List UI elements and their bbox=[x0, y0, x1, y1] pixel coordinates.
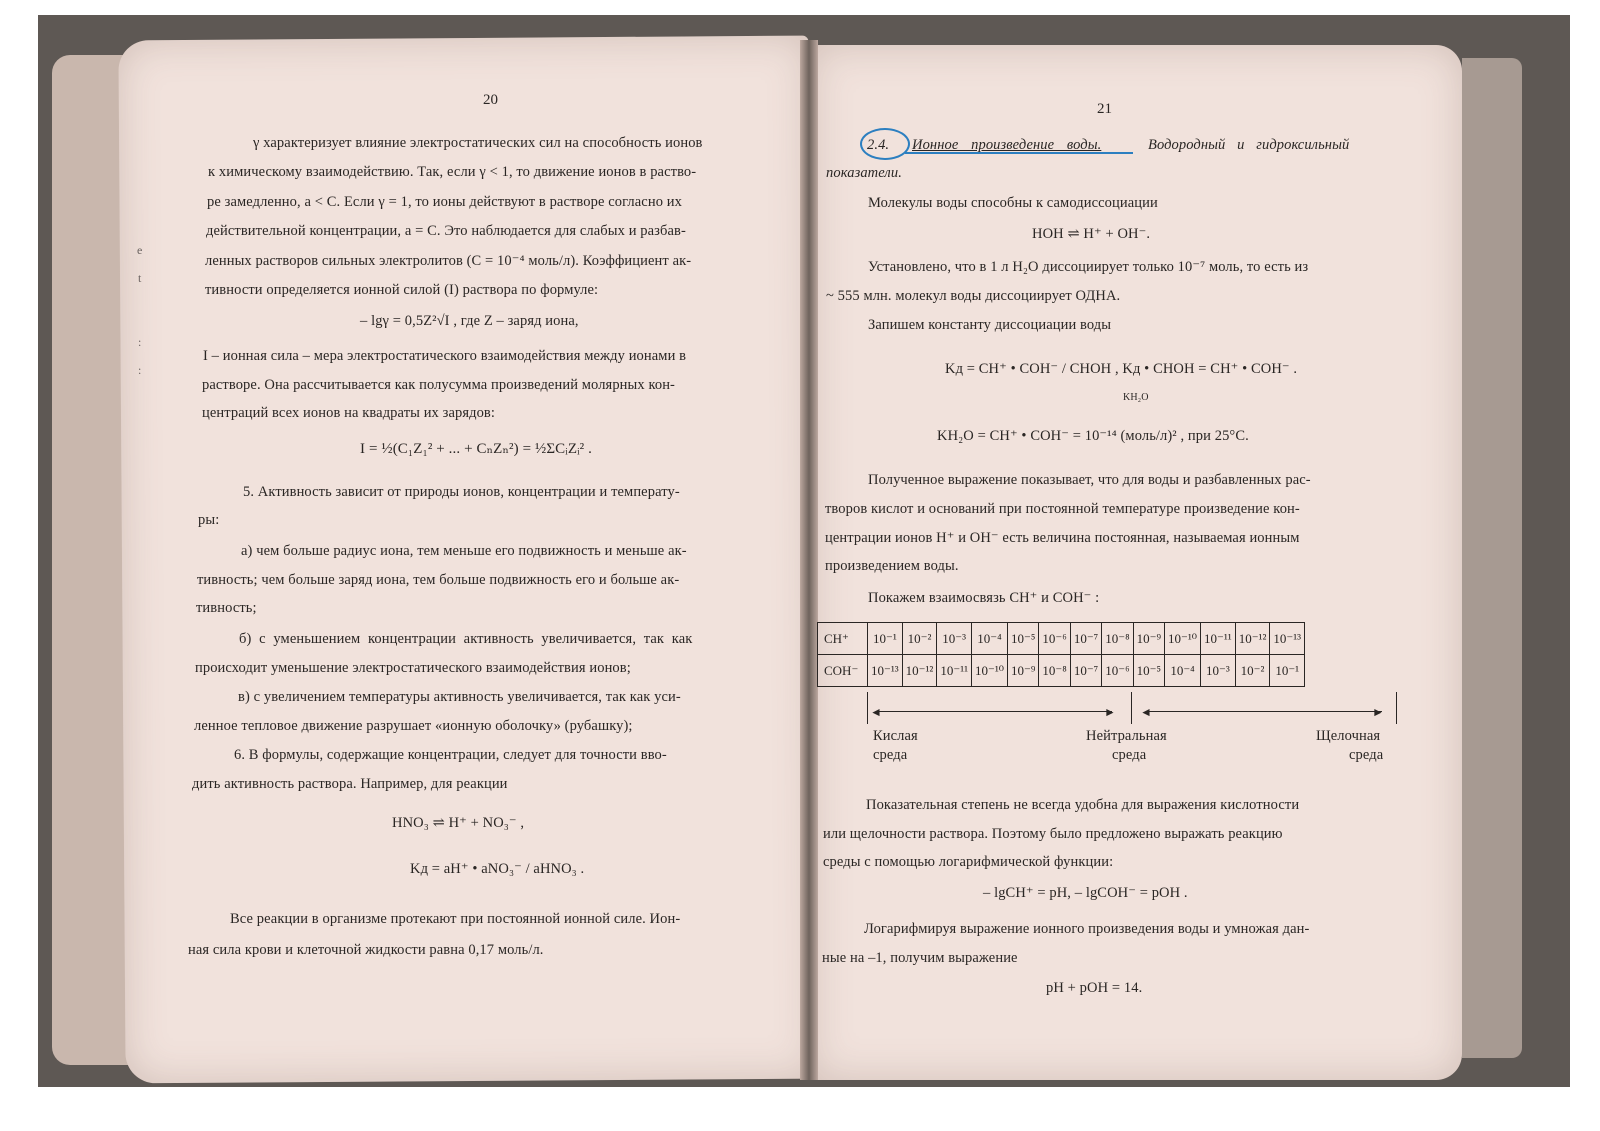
table-cell: 10⁻⁵ bbox=[1133, 655, 1164, 687]
formula-water-constant: Kд = CH⁺ • COH⁻ / CHOH , Kд • CHOH = CH⁺ • COH⁻ . bbox=[945, 361, 1298, 377]
table-cell: 10⁻⁷ bbox=[1070, 623, 1101, 655]
text-line: произведением воды. bbox=[825, 558, 959, 574]
table-cell: 10⁻⁶ bbox=[1102, 655, 1133, 687]
table-cell: 10⁻¹² bbox=[902, 655, 937, 687]
table-cell: 10⁻¹² bbox=[1235, 623, 1270, 655]
section-number: 2.4. bbox=[867, 137, 890, 153]
table-cell: 10⁻⁵ bbox=[1008, 623, 1039, 655]
text-line: происходит уменьшение электростатического взаимодействия ионов; bbox=[195, 660, 631, 676]
margin-mark: е bbox=[137, 243, 143, 257]
table-cell: 10⁻⁷ bbox=[1070, 655, 1101, 687]
text-line: ленное тепловое движение разрушает «ионную оболочку» (рубашку); bbox=[194, 718, 633, 734]
scale-right-tick bbox=[1396, 692, 1397, 724]
text-line: Показательная степень не всегда удобна для выражения кислотности bbox=[866, 797, 1300, 813]
table-row bbox=[818, 623, 1305, 655]
alkaline-arrow bbox=[1146, 711, 1382, 712]
text-line: 6. В формулы, содержащие концентрации, следует для точности вво- bbox=[234, 747, 667, 763]
table-cell: 10⁻⁴ bbox=[1165, 655, 1201, 687]
arrow-head-right-icon: ► bbox=[1104, 705, 1116, 719]
text-line: ре замедленно, а < С. Если γ = 1, то ионы действуют в растворе согласно их bbox=[207, 194, 682, 210]
text-line: Молекулы воды способны к самодиссоциации bbox=[868, 195, 1158, 211]
table-cell: 10⁻⁸ bbox=[1102, 623, 1133, 655]
table-cell: 10⁻¹¹ bbox=[937, 655, 972, 687]
arrow-head-right-icon: ► bbox=[1372, 705, 1384, 719]
formula-underbrace-label: KH₂O bbox=[1123, 392, 1149, 403]
text-line: ная сила крови и клеточной жидкости равна 0,17 моль/л. bbox=[188, 942, 544, 958]
text-line: б) с уменьшением концентрации активность увеличивается, так как bbox=[239, 631, 693, 647]
table-cell: 10⁻⁶ bbox=[1039, 623, 1070, 655]
formula-ionic-product: KH₂O = CH⁺ • COH⁻ = 10⁻¹⁴ (моль/л)² , при 25°С. bbox=[937, 428, 1249, 444]
margin-mark: : bbox=[138, 335, 142, 349]
text-line: к химическому взаимодействию. Так, если γ < 1, то движение ионов в раство- bbox=[208, 164, 697, 180]
table-cell: 10⁻³ bbox=[1201, 655, 1236, 687]
table-cell: 10⁻² bbox=[1235, 655, 1270, 687]
text-line: Запишем константу диссоциации воды bbox=[868, 317, 1112, 333]
acid-arrow bbox=[876, 711, 1112, 712]
book-gutter bbox=[800, 40, 818, 1080]
text-line: тивность; чем больше заряд иона, тем больше подвижность его и больше ак- bbox=[197, 572, 680, 588]
formula-activity-coefficient: – lgγ = 0,5Z²√I , где Z – заряд иона, bbox=[360, 313, 579, 329]
text-line: ные на –1, получим выражение bbox=[822, 950, 1018, 966]
text-line: Покажем взаимосвязь CH⁺ и COH⁻ : bbox=[868, 590, 1100, 606]
scale-label-alkaline: Щелочная bbox=[1316, 728, 1381, 744]
arrow-head-left-icon: ◄ bbox=[870, 705, 882, 719]
scale-left-tick bbox=[867, 692, 868, 724]
section-title-end: показатели. bbox=[826, 165, 902, 181]
table-cell: 10⁻² bbox=[902, 623, 937, 655]
text-line: ~ 555 млн. молекул воды диссоциирует ОДНА. bbox=[826, 288, 1121, 304]
scale-label-neutral: Нейтральная bbox=[1086, 728, 1167, 744]
section-title-cont: Водородный и гидроксильный bbox=[1148, 137, 1350, 153]
margin-mark: : bbox=[138, 363, 142, 377]
section-title: Ионное произведение воды. bbox=[912, 137, 1102, 153]
text-line: творов кислот и оснований при постоянной температуре произведение кон- bbox=[825, 501, 1300, 517]
scale-label-alkaline-2: среда bbox=[1349, 747, 1384, 763]
ph-relation-table bbox=[817, 622, 1305, 687]
formula-water-dissociation: HOH ⇌ H⁺ + OH⁻. bbox=[1032, 226, 1151, 242]
text-line: Установлено, что в 1 л H₂O диссоциирует только 10⁻⁷ моль, то есть из bbox=[868, 259, 1309, 275]
text-line: дить активность раствора. Например, для реакции bbox=[192, 776, 508, 792]
text-line: γ характеризует влияние электростатических сил на способность ионов bbox=[253, 135, 703, 151]
row-label-oh: COH⁻ bbox=[818, 655, 868, 687]
text-line: Полученное выражение показывает, что для воды и разбавленных рас- bbox=[868, 472, 1311, 488]
margin-mark: t bbox=[138, 271, 142, 285]
text-line: I – ионная сила – мера электростатического взаимодействия между ионами в bbox=[203, 348, 687, 364]
text-line: или щелочности раствора. Поэтому было предложено выражать реакцию bbox=[823, 826, 1283, 842]
table-cell: 10⁻¹⁰ bbox=[972, 655, 1008, 687]
right-page-number: 21 bbox=[1097, 101, 1112, 117]
left-page-number: 20 bbox=[483, 92, 498, 108]
table-cell: 10⁻¹³ bbox=[1270, 623, 1305, 655]
table-cell: 10⁻⁸ bbox=[1039, 655, 1070, 687]
text-line: центраций всех ионов на квадраты их зарядов: bbox=[202, 405, 496, 421]
text-line: действительной концентрации, а = С. Это наблюдается для слабых и разбав- bbox=[206, 223, 686, 239]
text-line: тивность; bbox=[196, 600, 257, 616]
text-line: 5. Активность зависит от природы ионов, концентрации и температу- bbox=[243, 484, 680, 500]
formula-dissociation-constant: Kд = aH⁺ • aNO₃⁻ / aHNO₃ . bbox=[410, 861, 585, 877]
scale-neutral-tick bbox=[1131, 692, 1132, 724]
table-cell: 10⁻¹³ bbox=[868, 655, 903, 687]
book-page-edges-right bbox=[1462, 58, 1522, 1058]
text-line: а) чем больше радиус иона, тем меньше его подвижность и меньше ак- bbox=[241, 543, 687, 559]
table-cell: 10⁻¹ bbox=[868, 623, 903, 655]
text-line: Логарифмируя выражение ионного произведения воды и умножая дан- bbox=[864, 921, 1310, 937]
scale-label-acid: Кислая bbox=[873, 728, 918, 744]
formula-nitric-acid-dissociation: HNO₃ ⇌ H⁺ + NO₃⁻ , bbox=[392, 815, 525, 831]
scale-label-neutral-2: среда bbox=[1112, 747, 1147, 763]
table-row bbox=[818, 655, 1305, 687]
text-line: Все реакции в организме протекают при постоянной ионной силе. Ион- bbox=[230, 911, 681, 927]
row-label-h: CH⁺ bbox=[818, 623, 868, 655]
table-cell: 10⁻⁴ bbox=[972, 623, 1008, 655]
table-cell: 10⁻¹¹ bbox=[1201, 623, 1236, 655]
table-cell: 10⁻⁹ bbox=[1008, 655, 1039, 687]
text-line: центрации ионов H⁺ и OH⁻ есть величина постоянная, называемая ионным bbox=[825, 530, 1300, 546]
text-line: растворе. Она рассчитывается как полусумма произведений молярных кон- bbox=[202, 377, 675, 393]
text-line: тивности определяется ионной силой (I) раствора по формуле: bbox=[205, 282, 599, 298]
formula-ionic-strength: I = ½(C₁Z₁² + ... + CₙZₙ²) = ½ΣCᵢZᵢ² . bbox=[360, 441, 592, 457]
text-line: среды с помощью логарифмической функции: bbox=[823, 854, 1114, 870]
arrow-head-left-icon: ◄ bbox=[1140, 705, 1152, 719]
formula-ph-definition: – lgCH⁺ = pH, – lgCOH⁻ = pOH . bbox=[983, 885, 1188, 901]
table-cell: 10⁻¹ bbox=[1270, 655, 1305, 687]
text-line: в) с увеличением температуры активность увеличивается, так как уси- bbox=[238, 689, 681, 705]
text-line: ленных растворов сильных электролитов (С = 10⁻⁴ моль/л). Коэффициент ак- bbox=[205, 253, 692, 269]
table-cell: 10⁻¹⁰ bbox=[1165, 623, 1201, 655]
formula-ph-sum: pH + pOH = 14. bbox=[1046, 980, 1143, 996]
table-cell: 10⁻³ bbox=[937, 623, 972, 655]
scale-label-acid-2: среда bbox=[873, 747, 908, 763]
table-cell: 10⁻⁹ bbox=[1133, 623, 1164, 655]
text-line: ры: bbox=[198, 512, 220, 528]
